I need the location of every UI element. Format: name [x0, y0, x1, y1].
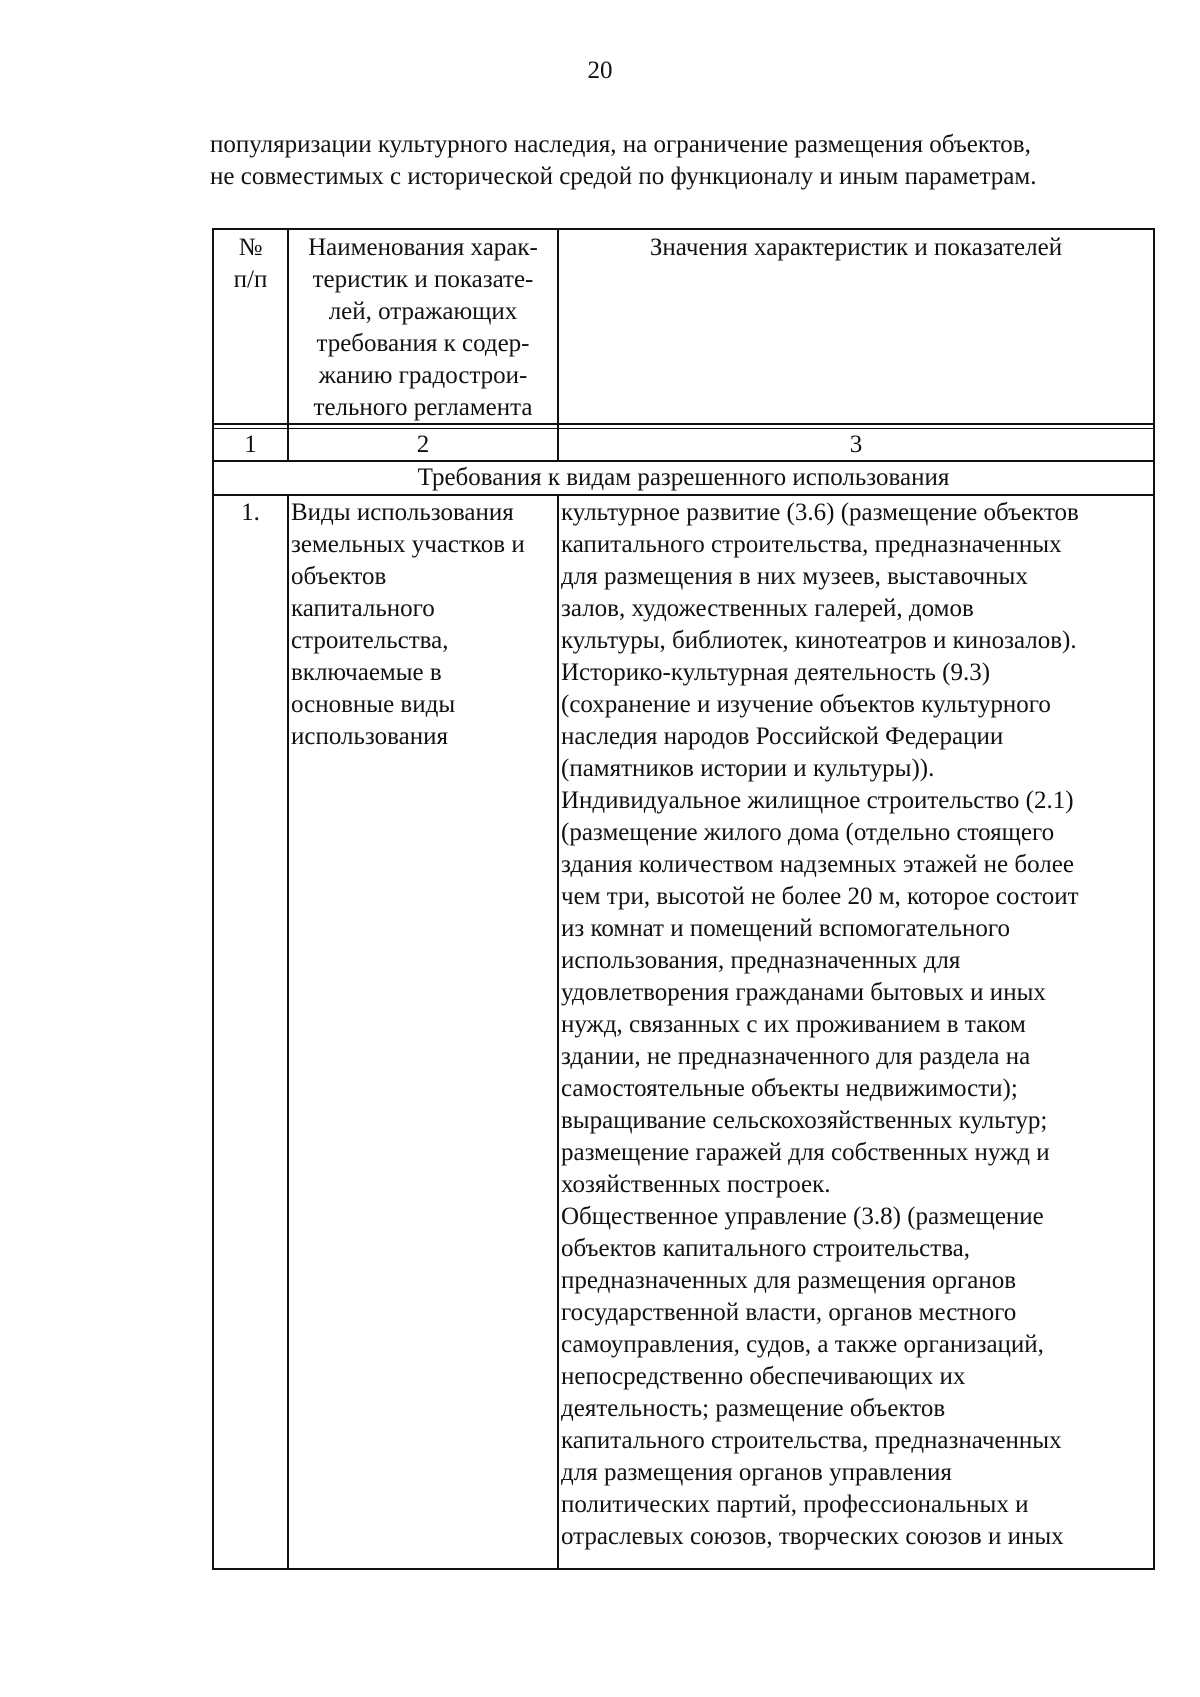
header-col-name-line: лей, отражающих [328, 298, 518, 325]
row-value-line: Историко-культурная деятельность (9.3) [561, 659, 991, 686]
row-value-line: наследия народов Российской Федерации [561, 723, 1004, 750]
row-value-line: здании, не предназначенного для раздела на [561, 1043, 1031, 1070]
row-value-line: (размещение жилого дома (отдельно стоящего [561, 819, 1055, 846]
row-value-line: культурное развитие (3.6) (размещение объектов [561, 499, 1079, 526]
numbering-cell-3: 3 [849, 431, 863, 458]
header-col-name-line: жанию градострои- [318, 362, 528, 389]
header-col-number [214, 232, 287, 296]
header-col-number-line: п/п [233, 266, 268, 293]
row-name-line: Виды использования [291, 499, 514, 526]
row-value-line: для размещения в них музеев, выставочных [561, 563, 1028, 590]
row-value-line: (сохранение и изучение объектов культурного [561, 691, 1051, 718]
intro-paragraph [210, 129, 1170, 193]
intro-line: популяризации культурного наследия, на ограничение размещения объектов, [210, 131, 1031, 158]
section-title: Требования к видам разрешенного использования [417, 464, 950, 491]
row-name-line: земельных участков и [291, 531, 525, 558]
row-name-line: основные виды [291, 691, 456, 718]
header-col-values-line: Значения характеристик и показателей [649, 234, 1063, 261]
row-name-line: объектов [291, 563, 387, 590]
header-col-name [289, 232, 557, 424]
table-rule-section-bottom [212, 494, 1155, 496]
row-value-line: деятельность; размещение объектов [561, 1395, 946, 1422]
row-value-line: политических партий, профессиональных и [561, 1491, 1029, 1518]
row-value-cell [561, 497, 1153, 1553]
row-value-line: капитального строительства, предназначенных [561, 531, 1062, 558]
row-value-line: чем три, высотой не более 20 м, которое состоит [561, 883, 1079, 910]
table-col-divider-2-lower [557, 494, 559, 1570]
row-value-line: (памятников истории и культуры)). [561, 755, 935, 782]
row-value-line: Общественное управление (3.8) (размещение [561, 1203, 1044, 1230]
header-col-values [559, 232, 1153, 264]
header-col-number-line: № [238, 234, 263, 261]
row-value-line: нужд, связанных с их проживанием в таком [561, 1011, 1026, 1038]
row-name-line: использования [291, 723, 448, 750]
row-value-line: отраслевых союзов, творческих союзов и иных [561, 1523, 1064, 1550]
row-value-line: хозяйственных построек. [561, 1171, 831, 1198]
row-value-line: для размещения органов управления [561, 1459, 952, 1486]
row-value-line: здания количеством надземных этажей не более [561, 851, 1074, 878]
page-number: 20 [587, 57, 613, 84]
row-value-line: капитального строительства, предназначенных [561, 1427, 1062, 1454]
row-value-line: залов, художественных галерей, домов [561, 595, 974, 622]
table-border-right [1153, 228, 1155, 1570]
row-value-line: непосредственно обеспечивающих их [561, 1363, 966, 1390]
row-value-line: культуры, библиотек, кинотеатров и кинозалов). [561, 627, 1077, 654]
row-value-line: выращивание сельскохозяйственных культур; [561, 1107, 1048, 1134]
intro-line: не совместимых с исторической средой по функционалу и иным параметрам. [210, 163, 1037, 190]
row-name-line: капитального [291, 595, 435, 622]
header-col-name-line: теристик и показате- [312, 266, 534, 293]
row-value-line: государственной власти, органов местного [561, 1299, 1017, 1326]
row-number: 1. [241, 499, 260, 526]
row-name-cell [291, 497, 557, 753]
table-col-divider-1-lower [287, 494, 289, 1570]
header-col-name-line: Наименования харак- [308, 234, 538, 261]
row-value-line: размещение гаражей для собственных нужд и [561, 1139, 1050, 1166]
table-border-bottom [212, 1568, 1155, 1570]
row-value-line: объектов капитального строительства, [561, 1235, 971, 1262]
row-value-line: самоуправления, судов, а также организаций, [561, 1331, 1044, 1358]
numbering-cell-2: 2 [416, 431, 430, 458]
row-value-line: Индивидуальное жилищное строительство (2.1) [561, 787, 1074, 814]
row-value-line: из комнат и помещений вспомогательного [561, 915, 1010, 942]
table-border-top [212, 228, 1155, 230]
row-value-line: удовлетворения гражданами бытовых и иных [561, 979, 1046, 1006]
header-col-name-line: тельного регламента [313, 394, 533, 421]
header-col-name-line: требования к содер- [316, 330, 530, 357]
row-name-line: строительства, [291, 627, 449, 654]
row-value-line: предназначенных для размещения органов [561, 1267, 1017, 1294]
numbering-cell-1: 1 [244, 431, 257, 458]
row-value-line: самостоятельные объекты недвижимости); [561, 1075, 1018, 1102]
row-name-line: включаемые в [291, 659, 442, 686]
row-value-line: использования, предназначенных для [561, 947, 961, 974]
